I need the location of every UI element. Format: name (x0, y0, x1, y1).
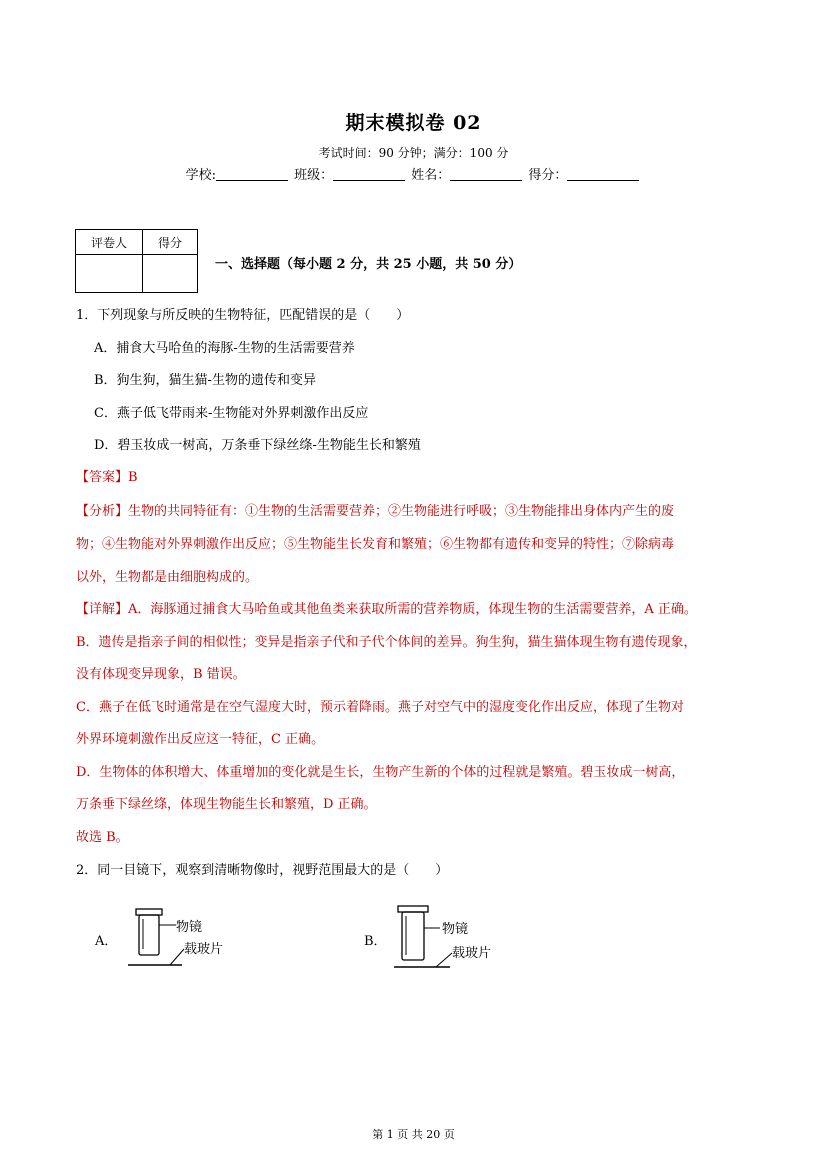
q2-option-b-label: B． (364, 934, 387, 949)
score-blank (567, 167, 639, 181)
q1-detail-line-8: 故选 B。 (76, 830, 129, 845)
q1-analysis-line-1 (76, 500, 674, 519)
exam-meta: 考试时间：90 分钟；满分：100 分 (318, 146, 509, 160)
q1-detail-line-3: 没有体现变异现象，B 错误。 (76, 667, 246, 682)
page-footer: 第 1 页 共 20 页 (372, 1128, 455, 1141)
analysis-tag: 【分析】 (76, 504, 129, 519)
section-title: 一、选择题（每小题 2 分，共 25 小题，共 50 分） (215, 257, 522, 272)
school-blank (216, 167, 288, 181)
q2-option-a-label: A． (95, 934, 118, 949)
grading-table (75, 229, 198, 293)
long-objective-lens-diagram (392, 903, 454, 971)
grader-header: 评卷人 (76, 230, 143, 255)
q1-detail-line-1 (76, 598, 697, 617)
q1-answer (76, 466, 138, 485)
grader-cell (76, 255, 143, 293)
school-label: 学校: (185, 168, 216, 183)
q1-analysis-line-2: 物；④生物能对外界刺激作出反应；⑤生物能生长发育和繁殖；⑥生物都有遗传和变异的特性；⑦除病毒 (76, 537, 675, 552)
page-title: 期末模拟卷 02 (345, 112, 482, 134)
q2-b-slide-label: 载玻片 (452, 946, 492, 961)
q1-detail-line-5: 外界环境刺激作出反应这一特征，C 正确。 (76, 732, 325, 747)
name-label: 姓名： (411, 168, 451, 183)
student-info-line (0, 164, 827, 183)
q1-option-b: B．狗生狗，猫生猫-生物的遗传和变异 (94, 373, 316, 388)
q1-analysis-line-3: 以外，生物都是由细胞构成的。 (76, 570, 259, 585)
detail-tag: 【详解】 (76, 602, 129, 617)
short-objective-lens-diagram (126, 905, 186, 970)
class-blank (333, 167, 405, 181)
answer-value: B (128, 470, 138, 485)
score-cell (143, 255, 198, 293)
class-label: 班级： (294, 168, 334, 183)
score-label: 得分： (528, 168, 568, 183)
q2-b-objective-label: 物镜 (442, 922, 469, 937)
q2-a-slide-label: 载玻片 (184, 942, 224, 957)
q1-stem: 1．下列现象与所反映的生物特征，匹配错误的是（ ） (76, 308, 410, 323)
q2-a-objective-label: 物镜 (176, 920, 203, 935)
answer-tag: 【答案】 (76, 470, 129, 485)
analysis-text: 生物的共同特征有：①生物的生活需要营养；②生物能进行呼吸；③生物能排出身体内产生的废 (128, 504, 675, 519)
q1-option-c: C．燕子低飞带雨来-生物能对外界刺激作出反应 (94, 406, 369, 421)
q2-stem: 2．同一目镜下，观察到清晰物像时，视野范围最大的是（ ） (76, 863, 449, 878)
detail-text: A．海豚通过捕食大马哈鱼或其他鱼类来获取所需的营养物质，体现生物的生活需要营养，A 正确。 (128, 602, 697, 617)
score-header: 得分 (143, 230, 198, 255)
q1-detail-line-2: B．遗传是指亲子间的相似性；变异是指亲子代和子代个体间的差异。狗生狗，猫生猫体现生物有遗传现象， (76, 635, 697, 650)
name-blank (450, 167, 522, 181)
q1-option-d: D．碧玉妆成一树高，万条垂下绿丝绦-生物能生长和繁殖 (94, 438, 421, 453)
q1-detail-line-4: C．燕子在低飞时通常是在空气湿度大时，预示着降雨。燕子对空气中的湿度变化作出反应，体现了生物对 (76, 700, 684, 715)
q1-detail-line-7: 万条垂下绿丝绦，体现生物能生长和繁殖，D 正确。 (76, 797, 377, 812)
q1-detail-line-6: D．生物体的体积增大、体重增加的变化就是生长，生物产生新的个体的过程就是繁殖。碧玉妆成一树高， (76, 765, 685, 780)
q1-option-a: A．捕食大马哈鱼的海豚-生物的生活需要营养 (94, 341, 355, 356)
